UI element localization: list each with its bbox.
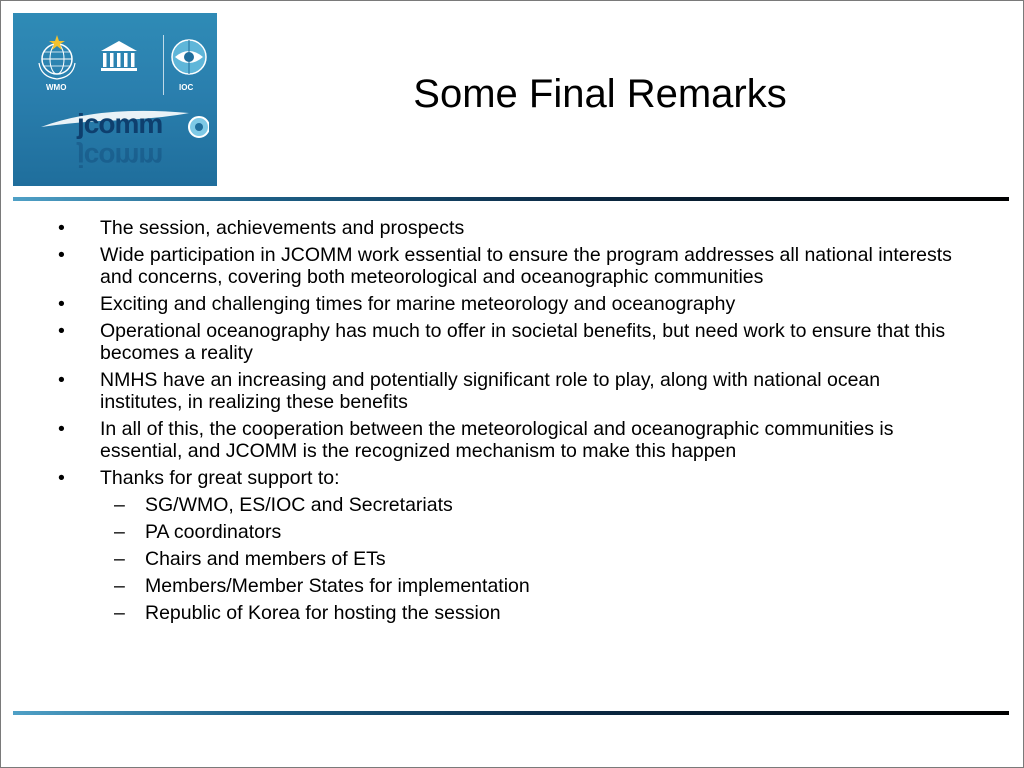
bullet-item — [58, 244, 958, 288]
sub-bullet-mark: – — [114, 575, 125, 597]
bullet-item — [58, 320, 958, 364]
bottom-rule — [13, 711, 1009, 715]
sub-bullet-item — [58, 494, 958, 516]
bullet-text: NMHS have an increasing and potentially significant role to play, along with national ocean institutes, in realizing these benefits — [100, 369, 881, 413]
top-rule — [13, 197, 1009, 201]
bullet-text: Wide participation in JCOMM work essential to ensure the program addresses all national interests and concerns, covering both meteorological and oceanographic communities — [100, 244, 952, 288]
bullet-item — [58, 467, 958, 489]
bullet-mark: • — [58, 467, 65, 489]
sub-bullet-text: SG/WMO, ES/IOC and Secretariats — [145, 494, 453, 516]
sub-bullet-text: Chairs and members of ETs — [145, 548, 386, 570]
sub-bullet-mark: – — [114, 602, 125, 624]
ioc-emblem-icon — [169, 37, 209, 77]
wmo-emblem-icon — [33, 33, 81, 85]
sub-bullet-text: Members/Member States for implementation — [145, 575, 530, 597]
bullet-item — [58, 369, 958, 413]
bullet-mark: • — [58, 369, 65, 391]
sub-bullet-mark: – — [114, 521, 125, 543]
sub-bullet-item — [58, 521, 958, 543]
bullet-text: Exciting and challenging times for marine meteorology and oceanography — [100, 293, 736, 315]
bullet-item — [58, 217, 958, 239]
bullet-mark: • — [58, 217, 65, 239]
sub-bullet-mark: – — [114, 494, 125, 516]
sub-bullet-item — [58, 548, 958, 570]
ioc-label: IOC — [179, 83, 194, 92]
bullet-mark: • — [58, 320, 65, 342]
sub-bullet-item — [58, 602, 958, 624]
wmo-label: WMO — [46, 83, 67, 92]
bullet-item — [58, 293, 958, 315]
bullet-text: In all of this, the cooperation between the meteorological and oceanographic communities is essential, and JCOMM is the recognized mechanism to make this happen — [100, 418, 894, 462]
sub-bullet-text: PA coordinators — [145, 521, 282, 543]
slide-body — [58, 217, 958, 629]
sub-bullet-item — [58, 575, 958, 597]
unesco-temple-icon — [99, 39, 139, 75]
sub-bullet-text: Republic of Korea for hosting the session — [145, 602, 501, 624]
bullet-text: Thanks for great support to: — [100, 467, 340, 489]
logo-divider — [163, 35, 164, 95]
jcomm-wordmark-reflection: jcomm — [77, 142, 163, 173]
sub-bullet-mark: – — [114, 548, 125, 570]
bullet-mark: • — [58, 244, 65, 266]
bullet-mark: • — [58, 418, 65, 440]
jcomm-wordmark: jcomm — [77, 108, 163, 139]
jcomm-logo — [13, 13, 217, 186]
bullet-text: The session, achievements and prospects — [100, 217, 465, 239]
bullet-text: Operational oceanography has much to offer in societal benefits, but need work to ensure that this becomes a reality — [100, 320, 946, 364]
slide-title: Some Final Remarks — [413, 72, 787, 116]
bullet-mark: • — [58, 293, 65, 315]
bullet-item — [58, 418, 958, 462]
